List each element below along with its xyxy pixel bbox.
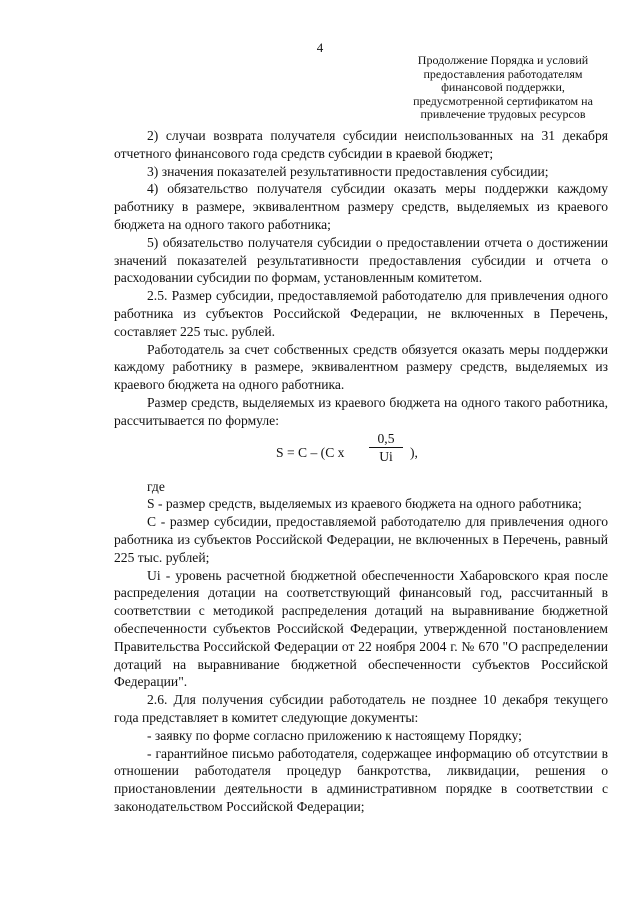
formula-left: S = C – (C x — [276, 444, 345, 460]
formula-fraction — [369, 430, 403, 465]
header-line: финансовой поддержки, — [441, 80, 565, 94]
formula-denominator: Ui — [379, 448, 393, 464]
page-number: 4 — [316, 40, 324, 55]
header-line: предусмотренной сертификатом на — [413, 93, 593, 108]
paragraph: - заявку по форме согласно приложению к настоящему Порядку; — [147, 727, 522, 743]
paragraph: 4) обязательство получателя субсидии оказать меры поддержки каждому работнику в размере, эквивалентном размеру средств, выделяемых из краевого бюджета на одного такого работника; — [114, 181, 608, 232]
header-line: предоставления работодателям — [423, 66, 583, 81]
paragraph: 2.6. Для получения субсидии работодатель не позднее 10 декабря текущего года представляет в комитет следующие документы: — [114, 692, 608, 725]
header-line: Продолжение Порядка и условий — [417, 53, 589, 67]
paragraph: Работодатель за счет собственных средств обязуется оказать меры поддержки каждому работнику в размере, эквивалентном размеру средств, выделяемых из краевого бюджета на одного работника. — [114, 341, 608, 393]
document-body — [114, 127, 608, 816]
paragraph: 2.5. Размер субсидии, предоставляемой работодателю для привлечения одного работника из субъектов Российской Федерации, не включенных в Перечень, составляет 225 тыс. рублей. — [114, 288, 608, 339]
paragraph: 2) случаи возврата получателя субсидии неиспользованных на 31 декабря отчетного финансового года средств субсидии в краевой бюджет; — [114, 128, 608, 161]
paragraph: - гарантийное письмо работодателя, содержащее информацию об отсутствии в отношении работодателя процедур банкротства, ликвидации, решения о приостановлении деятельности в административном порядке в соответствии с законодательством Российской Федерации; — [114, 745, 608, 814]
running-header — [398, 54, 608, 122]
formula-numerator: 0,5 — [369, 430, 403, 448]
paragraph: где — [147, 478, 165, 494]
paragraph: C - размер субсидии, предоставляемой работодателю для привлечения одного работника из субъектов Российской Федерации, не включенных в Перечень, равный 225 тыс. рублей; — [114, 514, 608, 565]
header-line: привлечение трудовых ресурсов — [420, 107, 586, 121]
paragraph: Размер средств, выделяемых из краевого бюджета на одного такого работника, рассчитывается по формуле: — [114, 394, 608, 428]
paragraph: 5) обязательство получателя субсидии о предоставлении отчета о достижении значений показателей результативности предоставления субсидии и отчета о расходовании субсидии по формам, установленным комитетом. — [114, 234, 608, 286]
formula-right: ), — [410, 444, 418, 460]
paragraph: 3) значения показателей результативности предоставления субсидии; — [147, 163, 549, 179]
formula — [114, 430, 608, 478]
paragraph: Ui - уровень расчетной бюджетной обеспеченности Хабаровского края после распределения дотации на соответствующий финансовый год, рассчитанный в соответствии с методикой распределения дотаций на выравнивание бюджетной обеспеченности субъектов Российской Федерации, утвержденной постановлением Правительства Российской Федерации от 22 ноября 2004 г. № 670 "О распределении дотаций на выравнивание бюджетной обеспеченности субъектов Российской Федерации". — [114, 567, 608, 690]
paragraph: S - размер средств, выделяемых из краевого бюджета на одного работника; — [147, 496, 582, 512]
